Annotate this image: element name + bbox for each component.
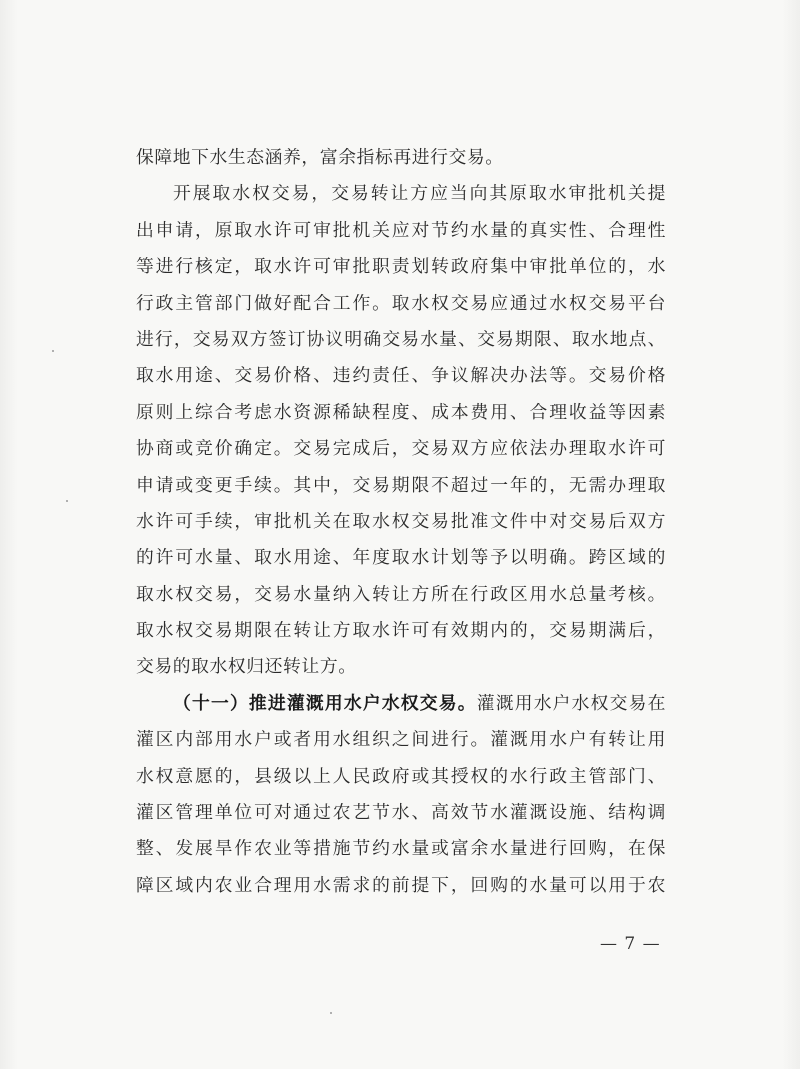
text-line: 交易的取水权归还转让方。 (136, 656, 357, 678)
text-line: 原则上综合考虑水资源稀缺程度、成本费用、合理收益等因素 (136, 401, 666, 423)
text-line: 灌区内部用水户或者用水组织之间进行。灌溉用水户有转让用 (136, 729, 666, 751)
paragraph-first-line: 开展取水权交易，交易转让方应当向其原取水审批机关提 (173, 183, 666, 205)
scan-speck (52, 350, 54, 352)
text-line: 保障地下水生态涵养，富余指标再进行交易。 (136, 147, 504, 168)
text-line: 水许可手续，审批机关在取水权交易批准文件中对交易后双方 (136, 510, 666, 532)
section-first-line (136, 686, 666, 722)
text-line: 取水用途、交易价格、违约责任、争议解决办法等。交易价格 (136, 365, 666, 387)
text-line: 等进行核定，取水许可审批职责划转政府集中审批单位的，水 (136, 256, 666, 278)
text-line: 灌区管理单位可对通过农艺节水、高效节水灌溉设施、结构调 (136, 802, 666, 824)
section-heading: （十一）推进灌溉用水户水权交易。 (173, 692, 477, 714)
text-line: 整、发展旱作农业等措施节约水量或富余水量进行回购，在保 (136, 838, 666, 860)
text-line: 协商或竞价确定。交易完成后，交易双方应依法办理取水许可 (136, 438, 666, 460)
scan-speck (330, 1012, 332, 1014)
text-line: 取水权交易期限在转让方取水许可有效期内的，交易期满后， (136, 620, 666, 642)
text-line: 取水权交易，交易水量纳入转让方所在行政区用水总量考核。 (136, 583, 666, 605)
text-line: 的许可水量、取水用途、年度取水计划等予以明确。跨区域的 (136, 547, 666, 569)
text-line: 障区域内农业合理用水需求的前提下，回购的水量可以用于农 (136, 874, 666, 896)
document-body (136, 140, 666, 904)
text-line: 水权意愿的，县级以上人民政府或其授权的水行政主管部门、 (136, 765, 666, 787)
page-number: — 7 — (600, 934, 661, 954)
text-line: 申请或变更手续。其中，交易期限不超过一年的，无需办理取 (136, 474, 666, 496)
text-line: 进行，交易双方签订协议明确交易水量、交易期限、取水地点、 (136, 328, 666, 350)
scan-speck (66, 500, 68, 502)
section-first-line-text: 灌溉用水户水权交易在 (476, 692, 666, 714)
text-line: 出申请，原取水许可审批机关应对节约水量的真实性、合理性 (136, 219, 666, 241)
text-line: 行政主管部门做好配合工作。取水权交易应通过水权交易平台 (136, 292, 666, 314)
